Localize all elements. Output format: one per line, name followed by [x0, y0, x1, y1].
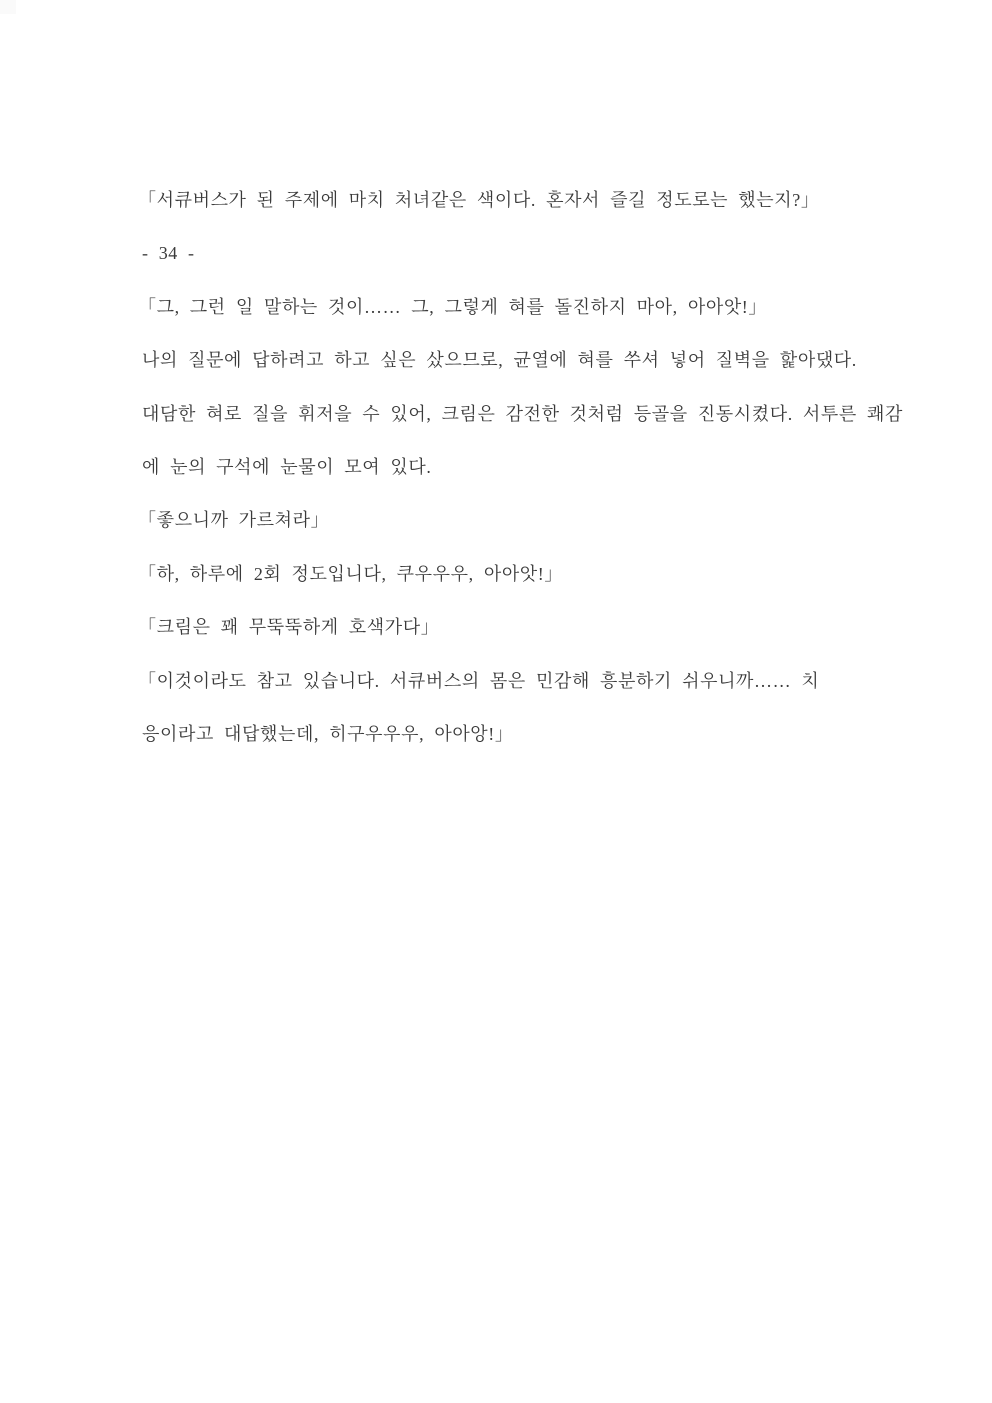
- dialogue-line: 「이것이라도 참고 있습니다. 서큐버스의 몸은 민감해 흥분하기 쉬우니까…… 치: [138, 670, 820, 691]
- dialogue-line: 「좋으니까 가르쳐라」: [138, 510, 330, 531]
- dialogue-line: 「서큐버스가 된 주제에 마치 처녀같은 색이다. 혼자서 즐길 정도로는 했는지?」: [138, 190, 820, 210]
- dialogue-line: 「크림은 꽤 무뚝뚝하게 호색가다」: [138, 617, 440, 638]
- dialogue-line: 「그, 그런 일 말하는 것이…… 그, 그렇게 혀를 돌진하지 마아, 아아앗!」: [138, 296, 768, 317]
- narration-line: 대담한 혀로 질을 휘저을 수 있어, 크림은 감전한 것처럼 등골을 진동시켰다. 서투른 쾌감: [142, 403, 903, 424]
- scan-artifact: [0, 0, 16, 14]
- text-block: [138, 174, 903, 761]
- page-number: - 34 -: [142, 243, 195, 264]
- dialogue-line: 「하, 하루에 2회 정도입니다, 쿠우우우, 아아앗!」: [138, 563, 563, 584]
- narration-line: 에 눈의 구석에 눈물이 모여 있다.: [142, 457, 432, 478]
- dialogue-line: 응이라고 대답했는데, 히구우우우, 아아앙!」: [142, 724, 514, 745]
- narration-line: 나의 질문에 답하려고 하고 싶은 샀으므로, 균열에 혀를 쑤셔 넣어 질벽을 핥아댔다.: [142, 350, 857, 371]
